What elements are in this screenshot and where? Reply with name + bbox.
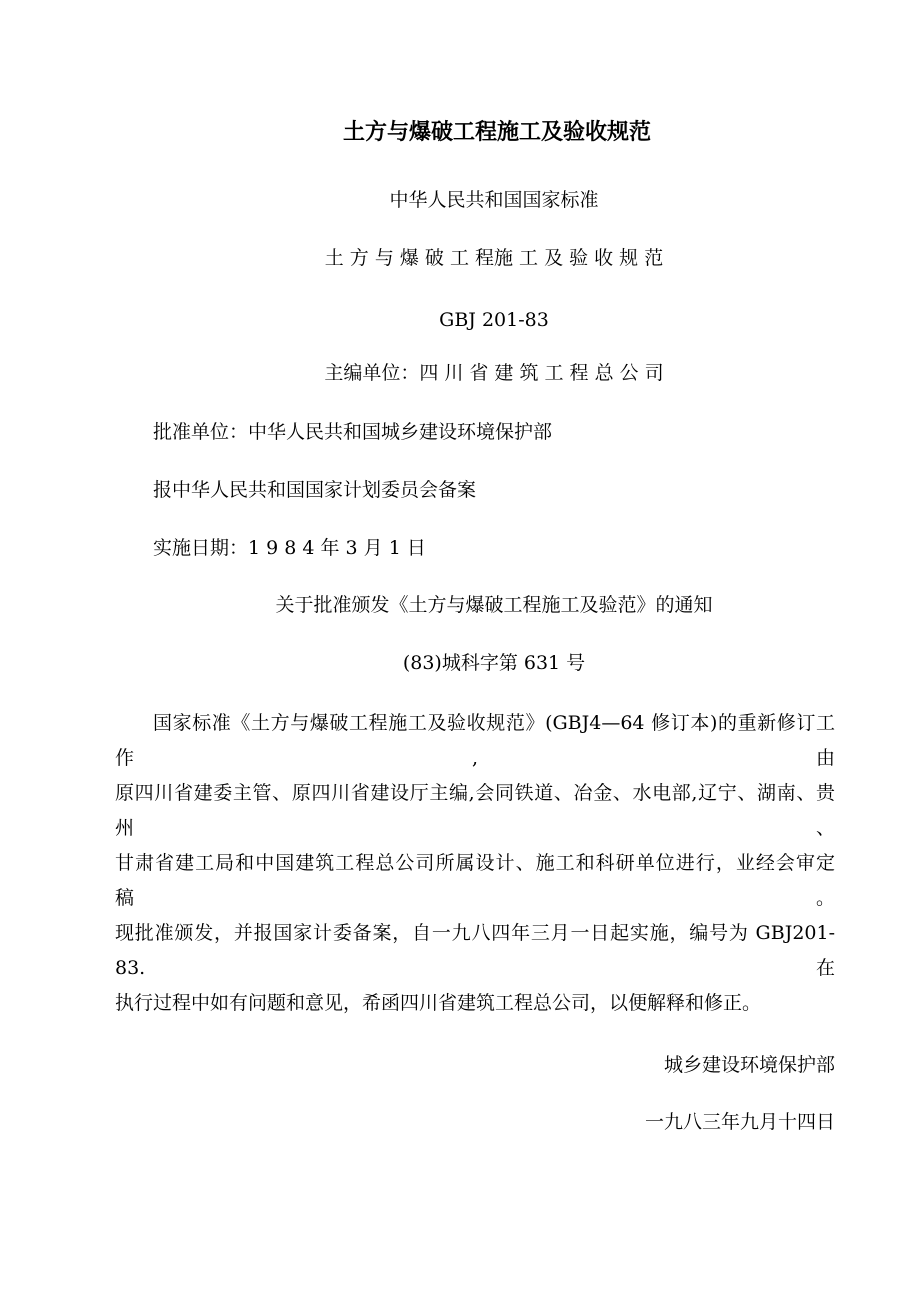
notice-body-paragraph xyxy=(115,706,835,1021)
document-title: 土方与爆破工程施工及验收规范 xyxy=(342,120,651,145)
standard-code-line: GBJ 201-83 xyxy=(439,309,549,331)
notice-number-line: (83)城科字第 631 号 xyxy=(402,652,586,674)
filing-line: 报中华人民共和国国家计划委员会备案 xyxy=(153,479,477,501)
signature-org: 城乡建设环境保护部 xyxy=(663,1054,835,1076)
body-line: 现批准颁发，并报国家计委备案，自一九八四年三月一日起实施，编号为 GBJ201-83.在 xyxy=(115,922,835,979)
body-line: 执行过程中如有问题和意见，希函四川省建筑工程总公司，以便解释和修正。 xyxy=(115,992,762,1014)
body-line: 国家标准《土方与爆破工程施工及验收规范》(GBJ4—64 修订本)的重新修订工作,由 xyxy=(115,712,835,769)
signature-date: 一九八三年九月十四日 xyxy=(644,1111,835,1133)
effective-date-line: 实施日期：1 9 8 4 年 3 月 1 日 xyxy=(153,537,426,559)
approval-line: 批准单位：中华人民共和国城乡建设环境保护部 xyxy=(153,421,553,443)
body-line: 甘肃省建工局和中国建筑工程总公司所属设计、施工和科研单位进行，业经会审定稿。 xyxy=(115,852,835,909)
standard-type-line: 中华人民共和国国家标准 xyxy=(389,189,599,211)
standard-name-line: 土 方 与 爆 破 工 程施 工 及 验 收 规 范 xyxy=(324,247,664,269)
body-line: 原四川省建委主管、原四川省建设厅主编,会同铁道、冶金、水电部,辽宁、湖南、贵州、 xyxy=(115,782,835,839)
chief-editor-line: 主编单位：四 川 省 建 筑 工 程 总 公 司 xyxy=(324,362,664,384)
notice-title: 关于批准颁发《土方与爆破工程施工及验范》的通知 xyxy=(275,594,713,616)
